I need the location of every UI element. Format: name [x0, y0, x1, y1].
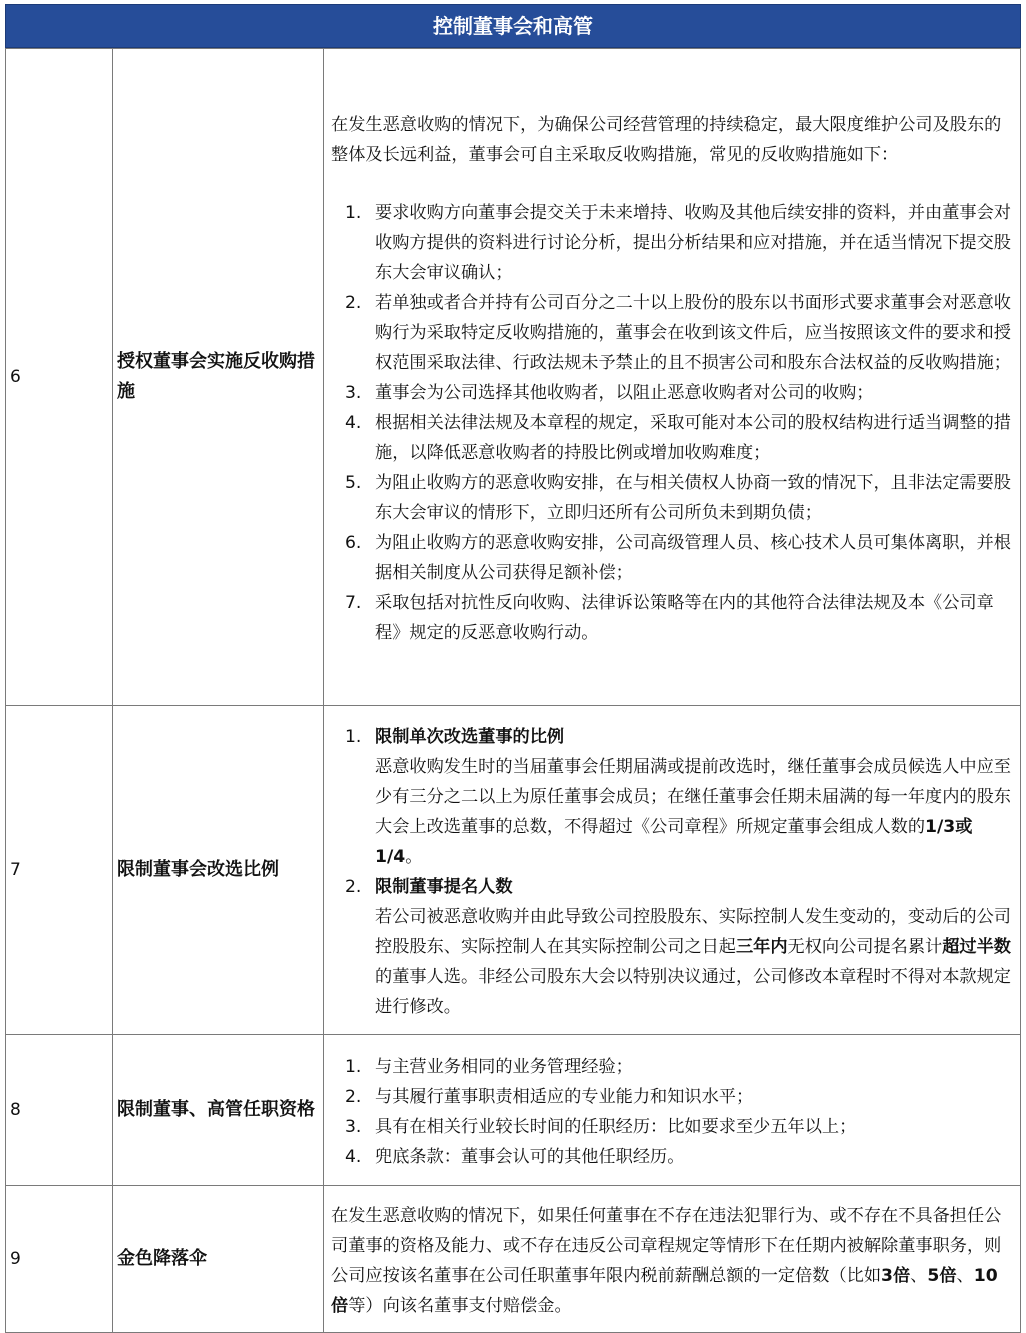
row-number: 9 — [6, 1186, 113, 1333]
list-text: 与其履行董事职责相适应的专业能力和知识水平； — [375, 1087, 754, 1107]
list-index: 3. — [345, 383, 362, 403]
body-bold: 10倍 — [331, 1266, 998, 1316]
row-number: 6 — [6, 49, 113, 706]
list-item — [331, 1142, 1012, 1172]
item-body — [375, 902, 1012, 1022]
measure-content — [324, 1035, 1021, 1186]
list-item — [331, 528, 1012, 588]
table-row — [6, 1035, 1021, 1186]
body-text: 若公司被恶意收购并由此导致公司控股股东、实际控制人发生变动的，变动后的公司控股股东、实际控制人在其实际控制公司之日起 — [375, 907, 1011, 957]
table-row — [6, 1186, 1021, 1333]
list-text: 为阻止收购方的恶意收购安排，在与相关债权人协商一致的情况下，且非法定需要股东大会审议的情形下，立即归还所有公司所负未到期负债； — [375, 473, 1011, 523]
measure-name: 金色降落伞 — [113, 1186, 324, 1333]
list-item — [331, 288, 1012, 378]
body-text: 无权向公司提名累计 — [787, 937, 943, 957]
body-bold: 5倍 — [927, 1266, 957, 1286]
row-number: 8 — [6, 1035, 113, 1186]
governance-table-container — [5, 4, 1021, 1333]
list-index: 1. — [345, 727, 362, 747]
list-text: 兜底条款：董事会认可的其他任职经历。 — [375, 1147, 685, 1167]
measure-list — [331, 722, 1012, 1022]
row-number: 7 — [6, 706, 113, 1035]
item-title: 限制单次改选董事的比例 — [375, 727, 565, 747]
list-item — [331, 722, 1012, 872]
list-index: 4. — [345, 413, 362, 433]
table-row — [6, 706, 1021, 1035]
body-text: 、 — [956, 1266, 974, 1286]
list-item — [331, 1082, 1012, 1112]
list-index: 1. — [345, 1057, 362, 1077]
measure-content — [324, 1186, 1021, 1333]
measure-list — [331, 198, 1012, 648]
list-item — [331, 872, 1012, 1022]
list-text: 与主营业务相同的业务管理经验； — [375, 1057, 633, 1077]
list-item — [331, 1052, 1012, 1082]
list-index: 6. — [345, 533, 362, 553]
measure-name: 限制董事、高管任职资格 — [113, 1035, 324, 1186]
measures-table — [5, 48, 1021, 1333]
measure-name: 授权董事会实施反收购措施 — [113, 49, 324, 706]
list-item — [331, 588, 1012, 648]
list-index: 2. — [345, 293, 362, 313]
body-text: 、 — [910, 1266, 928, 1286]
body-bold: 超过半数 — [942, 937, 1011, 957]
intro-text: 在发生恶意收购的情况下，为确保公司经营管理的持续稳定，最大限度维护公司及股东的整体及长远利益，董事会可自主采取反收购措施，常见的反收购措施如下： — [331, 115, 1002, 165]
measure-list — [331, 1052, 1012, 1172]
list-index: 1. — [345, 203, 362, 223]
table-header: 控制董事会和高管 — [5, 4, 1021, 48]
list-index: 4. — [345, 1147, 362, 1167]
body-text: 。 — [405, 847, 423, 867]
body-bold: 三年内 — [735, 937, 788, 957]
list-text: 具有在相关行业较长时间的任职经历：比如要求至少五年以上； — [375, 1117, 857, 1137]
list-item — [331, 1112, 1012, 1142]
list-text: 董事会为公司选择其他收购者，以阻止恶意收购者对公司的收购； — [375, 383, 874, 403]
list-text: 为阻止收购方的恶意收购安排，公司高级管理人员、核心技术人员可集体离职，并根据相关制度从公司获得足额补偿； — [375, 533, 1011, 583]
body-bold: 1/3或1/4 — [375, 817, 973, 867]
list-index: 2. — [345, 877, 362, 897]
list-item — [331, 198, 1012, 288]
body-text: 恶意收购发生时的当届董事会任期届满或提前改选时，继任董事会成员候选人中应至少有三分之二以上为原任董事会成员；在继任董事会任期未届满的每一年度内的股东大会上改选董事的总数，不得超过《公司章程》所规定董事会组成人数的 — [375, 757, 1011, 837]
list-text: 根据相关法律法规及本章程的规定，采取可能对本公司的股权结构进行适当调整的措施，以降低恶意收购者的持股比例或增加收购难度； — [375, 413, 1011, 463]
measure-name: 限制董事会改选比例 — [113, 706, 324, 1035]
measure-content — [324, 49, 1021, 706]
list-item — [331, 468, 1012, 528]
item-title: 限制董事提名人数 — [375, 877, 513, 897]
list-index: 2. — [345, 1087, 362, 1107]
list-index: 5. — [345, 473, 362, 493]
body-text: 的董事人选。非经公司股东大会以特别决议通过，公司修改本章程时不得对本款规定进行修改。 — [375, 967, 1011, 1017]
list-index: 7. — [345, 593, 362, 613]
measure-content — [324, 706, 1021, 1035]
list-text: 采取包括对抗性反向收购、法律诉讼策略等在内的其他符合法律法规及本《公司章程》规定的反恶意收购行动。 — [375, 593, 994, 643]
item-body — [375, 752, 1012, 872]
body-text: 在发生恶意收购的情况下，如果任何董事在不存在违法犯罪行为、或不存在不具备担任公司董事的资格及能力、或不存在违反公司章程规定等情形下在任期内被解除董事职务，则公司应按该名董事在公司任职董事年限内税前薪酬总额的一定倍数（比如 — [331, 1206, 1002, 1286]
list-text: 要求收购方向董事会提交关于未来增持、收购及其他后续安排的资料，并由董事会对收购方提供的资料进行讨论分析，提出分析结果和应对措施，并在适当情况下提交股东大会审议确认； — [375, 203, 1011, 283]
body-bold: 3倍 — [881, 1266, 911, 1286]
body-text: 等）向该名董事支付赔偿金。 — [348, 1296, 572, 1316]
list-index: 3. — [345, 1117, 362, 1137]
list-item — [331, 378, 1012, 408]
table-row — [6, 49, 1021, 706]
measure-paragraph — [331, 1201, 1012, 1321]
list-text: 若单独或者合并持有公司百分之二十以上股份的股东以书面形式要求董事会对恶意收购行为采取特定反收购措施的，董事会在收到该文件后，应当按照该文件的要求和授权范围采取法律、行政法规未予禁止的且不损害公司和股东合法权益的反收购措施； — [375, 293, 1011, 373]
list-item — [331, 408, 1012, 468]
